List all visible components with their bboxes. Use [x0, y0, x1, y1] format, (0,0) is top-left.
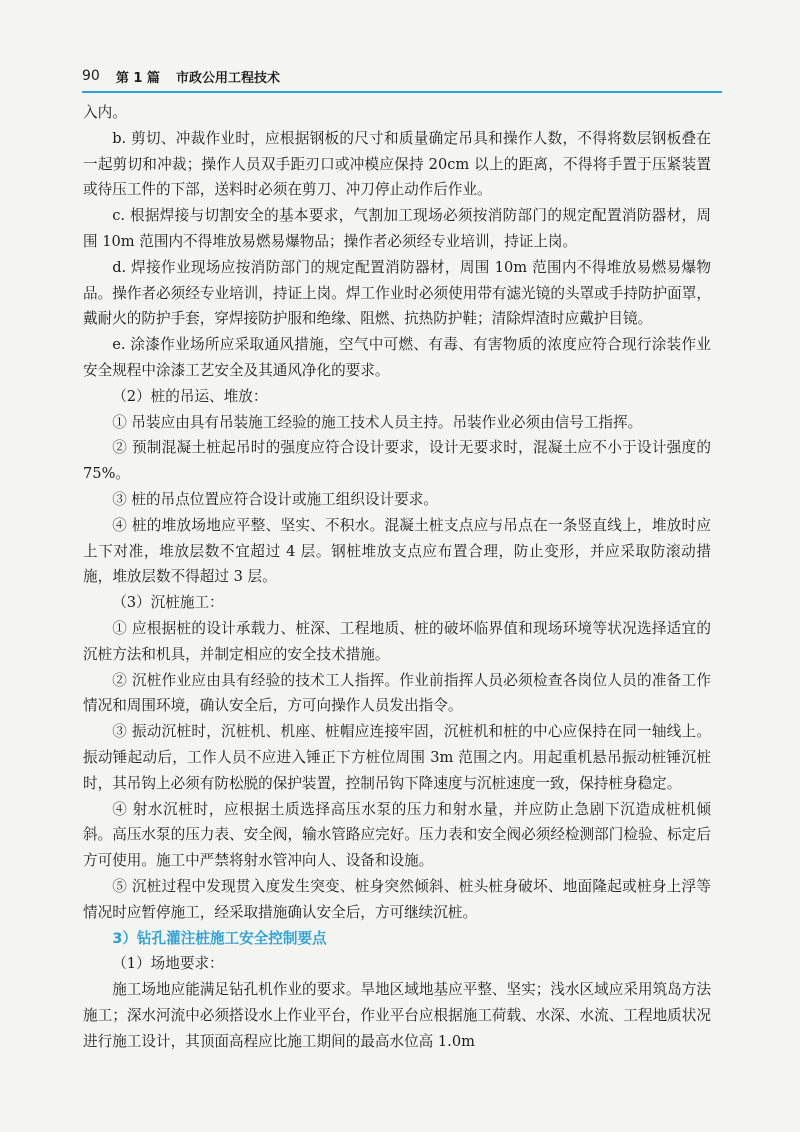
header-rule	[82, 91, 722, 93]
paragraph: 入内。	[83, 104, 127, 121]
list-item: ② 预制混凝土桩起吊时的强度应符合设计要求，设计无要求时，混凝土应不小于设计强度的 75%。	[83, 439, 711, 483]
page-header	[82, 64, 722, 88]
paragraph: b. 剪切、冲裁作业时，应根据钢板的尺寸和质量确定吊具和操作人数，不得将数层钢板叠在一起剪切和冲裁；操作人员双手距刃口或冲模应保持 20cm 以上的距离，不得将手置于压紧装置或待压工件的下部，送料时必须在剪刀、冲刀停止动作后作业。	[83, 129, 711, 199]
list-item: ③ 桩的吊点位置应符合设计或施工组织设计要求。	[112, 490, 438, 508]
subsection-title: （1）场地要求：	[112, 955, 224, 973]
list-item: ① 吊装应由具有吊装施工经验的施工技术人员主持。吊装作业必须由信号工指挥。	[112, 413, 643, 431]
part-label: 第 1 篇	[115, 70, 160, 86]
paragraph: c. 根据焊接与切割安全的基本要求，气割加工现场必须按消防部门的规定配置消防器材，周围 10m 范围内不得堆放易燃易爆物品；操作者必须经专业培训，持证上岗。	[83, 207, 711, 250]
body-text	[83, 100, 711, 1054]
list-item: ③ 振动沉桩时，沉桩机、机座、桩帽应连接牢固，沉桩机和桩的中心应保持在同一轴线上。振动锤起动后，工作人员不应进入锤正下方桩位周围 3m 范围之内。用起重机悬吊振动桩锤沉桩时，其吊钩上必须有防松脱的保护装置，控制吊钩下降速度与沉桩速度一致，保持桩身稳定。	[83, 723, 711, 792]
page-number: 90	[82, 68, 100, 84]
list-item: ④ 射水沉桩时，应根据土质选择高压水泵的压力和射水量，并应防止急剧下沉造成桩机倾斜。高压水泵的压力表、安全阀，输水管路应完好。压力表和安全阀必须经检测部门检验、标定后方可使用。施工中严禁将射水管冲向人、设备和设施。	[83, 800, 711, 870]
subsection-title: （2）桩的吊运、堆放：	[112, 387, 268, 405]
list-item: ② 沉桩作业应由具有经验的技术工人指挥。作业前指挥人员必须检查各岗位人员的准备工作情况和周围环境，确认安全后，方可向操作人员发出指令。	[83, 671, 711, 715]
part-title: 市政公用工程技术	[175, 70, 280, 86]
list-item: ⑤ 沉桩过程中发现贯入度发生突变、桩身突然倾斜、桩头桩身破坏、地面隆起或桩身上浮等情况时应暂停施工，经采取措施确认安全后，方可继续沉桩。	[83, 877, 711, 921]
subsection-title: （3）沉桩施工：	[112, 594, 224, 612]
paragraph: 施工场地应能满足钻孔机作业的要求。旱地区域地基应平整、坚实；浅水区域应采用筑岛方法施工；深水河流中必须搭设水上作业平台，作业平台应根据施工荷载、水深、水流、工程地质状况进行施工设计，其顶面高程应比施工期间的最高水位高 1.0m	[83, 981, 711, 1050]
section-heading: 3）钻孔灌注桩施工安全控制要点	[112, 929, 327, 947]
list-item: ④ 桩的堆放场地应平整、坚实、不积水。混凝土桩支点应与吊点在一条竖直线上，堆放时应上下对准，堆放层数不宜超过 4 层。钢桩堆放支点应布置合理，防止变形，并应采取防滚动措施，堆放层数不得超过 3 层。	[83, 516, 711, 586]
list-item: ① 应根据桩的设计承载力、桩深、工程地质、桩的破坏临界值和现场环境等状况选择适宜的沉桩方法和机具，并制定相应的安全技术措施。	[83, 619, 711, 663]
paragraph: d. 焊接作业现场应按消防部门的规定配置消防器材，周围 10m 范围内不得堆放易燃易爆物品。操作者必须经专业培训，持证上岗。焊工作业时必须使用带有滤光镜的头罩或手持防护面罩，戴耐火的防护手套，穿焊接防护服和绝缘、阻燃、抗热防护鞋；清除焊渣时应戴护目镜。	[83, 258, 711, 328]
paragraph: e. 涂漆作业场所应采取通风措施，空气中可燃、有毒、有害物质的浓度应符合现行涂装作业安全规程中涂漆工艺安全及其通风净化的要求。	[83, 336, 711, 379]
